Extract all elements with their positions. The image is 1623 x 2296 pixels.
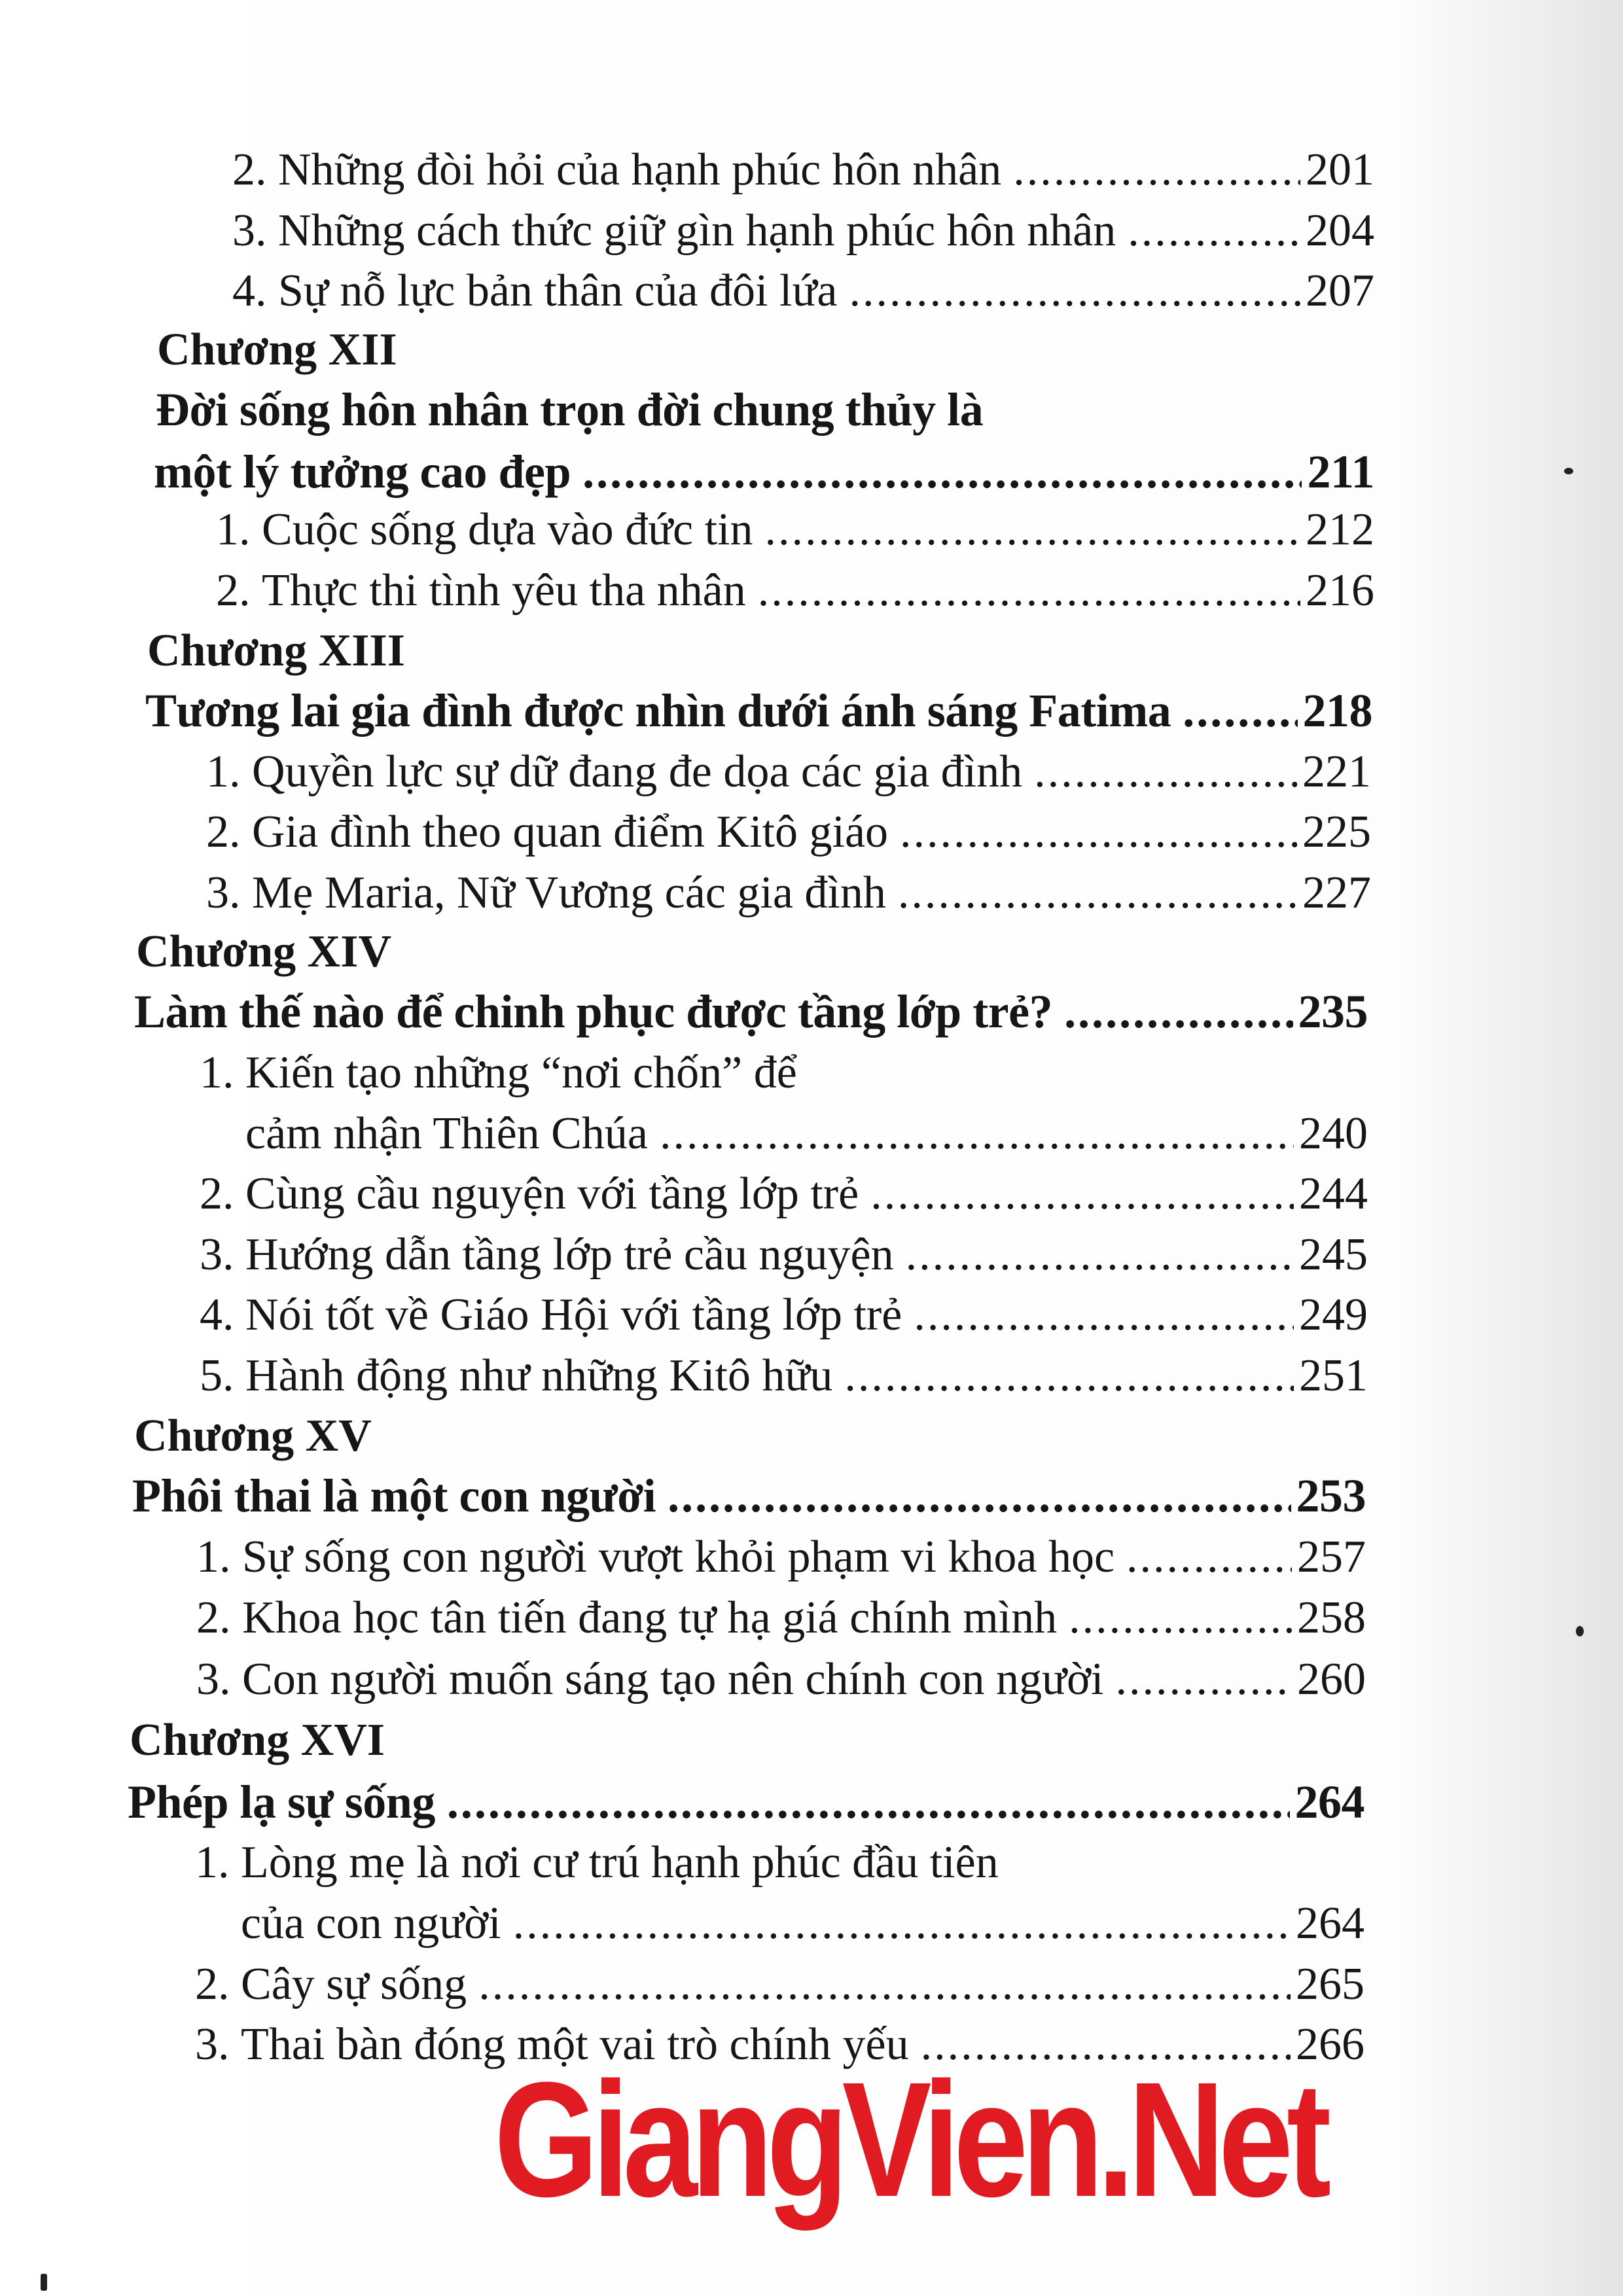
dot-leader	[478, 1962, 1291, 2007]
entry-title: Gia đình theo quan điểm Kitô giáo	[252, 807, 889, 857]
page-number: 212	[1306, 504, 1374, 555]
page-number: 204	[1306, 205, 1374, 256]
entry-number: 4.	[200, 1290, 234, 1340]
toc-entry-line	[200, 1050, 797, 1096]
toc-entry	[200, 1353, 1368, 1399]
page-number: 227	[1302, 868, 1371, 918]
entry-title: Hướng dẫn tầng lớp trẻ cầu nguyện	[245, 1229, 894, 1280]
entry-title: Những đòi hỏi của hạnh phúc hôn nhân	[278, 145, 1002, 195]
entry-title: Hành động như những Kitô hữu	[245, 1351, 833, 1401]
entry-title: Con người muốn sáng tạo nên chính con người	[242, 1654, 1104, 1704]
dot-leader	[898, 870, 1297, 916]
entry-number: 2.	[200, 1169, 234, 1219]
entry-number: 1.	[200, 1048, 234, 1098]
dot-leader	[870, 1171, 1294, 1217]
chapter-heading-entry	[132, 1470, 1366, 1522]
toc-entry	[206, 809, 1371, 855]
chapter-heading: Phôi thai là một con người	[132, 1470, 656, 1522]
page-number: 260	[1297, 1654, 1366, 1704]
watermark-text: GiangVien.Net	[494, 2048, 1325, 2231]
entry-number: 3.	[206, 868, 241, 918]
toc-entry	[206, 749, 1371, 795]
page-number: 201	[1306, 145, 1374, 195]
dot-leader	[513, 1901, 1291, 1947]
entry-title: Thực thi tình yêu tha nhân	[262, 565, 746, 616]
dot-leader	[1034, 749, 1297, 795]
toc-entry	[196, 1534, 1366, 1580]
chapter-heading-entry	[128, 1778, 1364, 1826]
scan-speck	[1576, 1626, 1584, 1636]
dot-leader	[900, 809, 1297, 855]
entry-number: 3.	[232, 205, 267, 256]
entry-title: Những cách thức giữ gìn hạnh phúc hôn nhân	[278, 205, 1116, 256]
toc-entry	[200, 1229, 1368, 1280]
entry-number: 2.	[195, 1959, 230, 2009]
entry-title: Lòng mẹ là nơi cư trú hạnh phúc đầu tiên	[241, 1837, 999, 1888]
toc-entry	[232, 147, 1374, 193]
entry-title: Cây sự sống	[241, 1959, 467, 2009]
toc-entry	[232, 205, 1374, 256]
toc-entry	[232, 268, 1374, 314]
page-number: 218	[1302, 684, 1372, 737]
chapter-title: Chương XII	[157, 325, 397, 375]
toc-entry	[195, 1959, 1364, 2009]
toc-entry	[196, 1654, 1366, 1704]
page-number: 257	[1297, 1532, 1366, 1582]
scan-speck	[41, 2274, 47, 2291]
entry-number: 1.	[196, 1532, 231, 1582]
dot-leader	[660, 1111, 1294, 1157]
entry-number: 1.	[206, 747, 241, 797]
dot-leader	[758, 568, 1300, 614]
entry-number: 5.	[200, 1351, 234, 1401]
toc-entry	[200, 1292, 1368, 1338]
entry-number: 3.	[196, 1654, 231, 1704]
page-number: 258	[1297, 1593, 1366, 1643]
chapter-heading: Làm thế nào để chinh phục được tầng lớp trẻ?	[134, 985, 1053, 1038]
chapter-heading-entry	[145, 684, 1372, 737]
entry-title: Mẹ Maria, Nữ Vương các gia đình	[252, 868, 886, 918]
chapter-heading-entry	[154, 446, 1374, 498]
dot-leader	[1183, 687, 1297, 734]
toc-entry	[196, 1595, 1366, 1641]
chapter-label	[134, 1413, 372, 1459]
page-number: 264	[1294, 1776, 1364, 1828]
chapter-label	[136, 929, 391, 975]
dot-leader	[1064, 988, 1293, 1035]
page-number: 211	[1307, 446, 1374, 498]
page-number: 235	[1298, 985, 1368, 1038]
chapter-heading: Đời sống hôn nhân trọn đời chung thủy là	[156, 383, 984, 436]
entry-title: Sự nỗ lực bản thân của đôi lứa	[278, 266, 838, 316]
chapter-heading: Tương lai gia đình được nhìn dưới ánh sáng Fatima	[145, 684, 1171, 737]
page-number: 253	[1296, 1470, 1366, 1522]
toc-entry-line	[195, 1837, 999, 1888]
entry-title: Khoa học tân tiến đang tự hạ giá chính mình	[242, 1593, 1058, 1643]
entry-number: 1.	[216, 504, 251, 555]
chapter-title: Chương XIII	[147, 626, 405, 676]
chapter-title: Chương XVI	[130, 1715, 385, 1765]
dot-leader	[1128, 208, 1300, 254]
entry-title: của con người	[241, 1898, 501, 1949]
dot-leader	[1069, 1595, 1292, 1641]
toc-entry	[200, 1171, 1368, 1217]
dot-leader	[1126, 1534, 1292, 1580]
entry-number: 1.	[195, 1837, 230, 1888]
entry-title: Quyền lực sự dữ đang đe dọa các gia đình	[252, 747, 1023, 797]
chapter-heading-entry	[134, 985, 1368, 1038]
chapter-heading: một lý tưởng cao đẹp	[154, 446, 571, 498]
dot-leader	[906, 1232, 1294, 1278]
page-number: 266	[1296, 2019, 1364, 2070]
entry-title: Thai bàn đóng một vai trò chính yếu	[241, 2019, 909, 2070]
scan-speck	[1564, 468, 1573, 474]
entry-number: 2.	[216, 565, 251, 616]
chapter-label	[147, 628, 405, 674]
dot-leader	[849, 268, 1300, 314]
page-number: 245	[1299, 1229, 1368, 1280]
chapter-label	[130, 1715, 385, 1765]
chapter-heading: Phép lạ sự sống	[128, 1776, 435, 1828]
dot-leader	[582, 448, 1302, 495]
entry-title: Cùng cầu nguyện với tầng lớp trẻ	[245, 1169, 859, 1219]
entry-title: Sự sống con người vượt khỏi phạm vi khoa học	[242, 1532, 1115, 1582]
page-number: 207	[1306, 266, 1374, 316]
toc-entry	[195, 1898, 1364, 1949]
entry-number: 3.	[195, 2019, 230, 2070]
entry-number: 2.	[232, 145, 267, 195]
dot-leader	[668, 1472, 1291, 1519]
page-number: 264	[1296, 1898, 1364, 1949]
dot-leader	[844, 1353, 1294, 1399]
page-number: 251	[1299, 1351, 1368, 1401]
toc-entry	[200, 1108, 1368, 1159]
page-number: 249	[1299, 1290, 1368, 1340]
toc-entry	[206, 870, 1371, 916]
entry-title: Kiến tạo những “nơi chốn” để	[245, 1048, 797, 1098]
page-number: 221	[1302, 747, 1371, 797]
entry-title: Cuộc sống dựa vào đức tin	[262, 504, 753, 555]
page-number: 225	[1302, 807, 1371, 857]
chapter-title: Chương XIV	[136, 927, 392, 977]
entry-title: cảm nhận Thiên Chúa	[245, 1108, 648, 1159]
dot-leader	[1013, 147, 1300, 193]
chapter-heading-line	[156, 383, 984, 436]
entry-title: Nói tốt về Giáo Hội với tầng lớp trẻ	[245, 1290, 902, 1340]
dot-leader	[914, 1292, 1294, 1338]
dot-leader	[764, 507, 1300, 553]
page-number: 244	[1299, 1169, 1368, 1219]
page-number: 265	[1296, 1959, 1364, 2009]
entry-number: 3.	[200, 1229, 234, 1280]
entry-number: 2.	[206, 807, 241, 857]
toc-entry	[216, 565, 1374, 616]
chapter-label	[157, 327, 397, 373]
dot-leader	[447, 1778, 1290, 1826]
chapter-title: Chương XV	[134, 1411, 372, 1461]
page-number: 216	[1306, 565, 1374, 616]
entry-number: 2.	[196, 1593, 231, 1643]
page-number: 240	[1299, 1108, 1368, 1159]
dot-leader	[1115, 1657, 1292, 1703]
toc-entry	[216, 504, 1374, 555]
entry-number: 4.	[232, 266, 267, 316]
